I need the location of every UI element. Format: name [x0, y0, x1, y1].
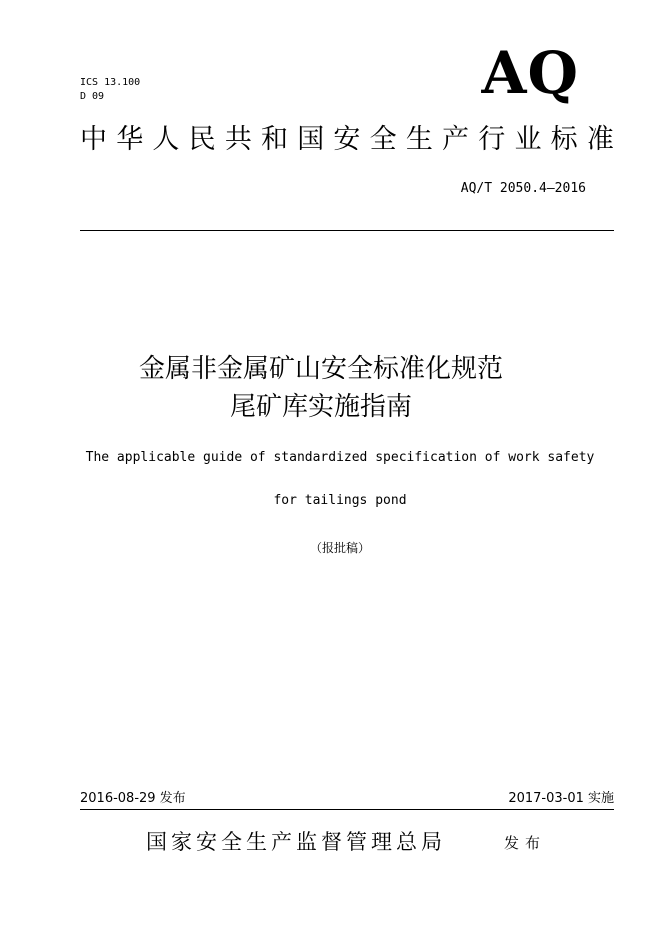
english-title-line-2: for tailings pond [273, 493, 407, 508]
industry-standard-heading [80, 122, 614, 158]
issuing-agency: 国家安全生产监督管理总局 [146, 830, 446, 854]
ccs-code: D 09 [80, 91, 105, 102]
draft-status: （报批稿） [309, 541, 370, 555]
title-line-1: 金属非金属矿山安全标准化规范 [138, 354, 503, 384]
industry-char: 生 [405, 124, 433, 155]
industry-char: 安 [333, 124, 361, 155]
classification-codes [80, 76, 140, 104]
ics-code: ICS 13.100 [80, 77, 141, 88]
industry-char: 共 [224, 124, 252, 155]
industry-char: 人 [152, 124, 180, 155]
standard-number: AQ/T 2050.4—2016 [460, 181, 586, 196]
implement-date: 2017-03-01 实施 [508, 791, 614, 806]
industry-char: 行 [478, 124, 506, 155]
top-divider [80, 230, 614, 231]
english-title-line-1: The applicable guide of standardized specification of work safety [85, 450, 595, 465]
issue-date: 2016-08-29 发布 [80, 791, 186, 806]
industry-char: 和 [261, 124, 289, 155]
industry-char: 民 [188, 124, 216, 155]
industry-char: 国 [297, 124, 325, 155]
industry-char: 产 [442, 124, 470, 155]
industry-char: 全 [369, 124, 397, 155]
publish-label: 发布 [504, 834, 547, 852]
industry-char: 准 [586, 124, 614, 155]
bottom-divider [80, 809, 614, 810]
industry-char: 标 [550, 124, 578, 155]
aq-logo: AQ [481, 39, 579, 107]
industry-char: 业 [514, 124, 542, 155]
industry-char: 中 [80, 124, 107, 155]
industry-char: 华 [116, 124, 144, 155]
title-line-2: 尾矿库实施指南 [229, 392, 412, 422]
